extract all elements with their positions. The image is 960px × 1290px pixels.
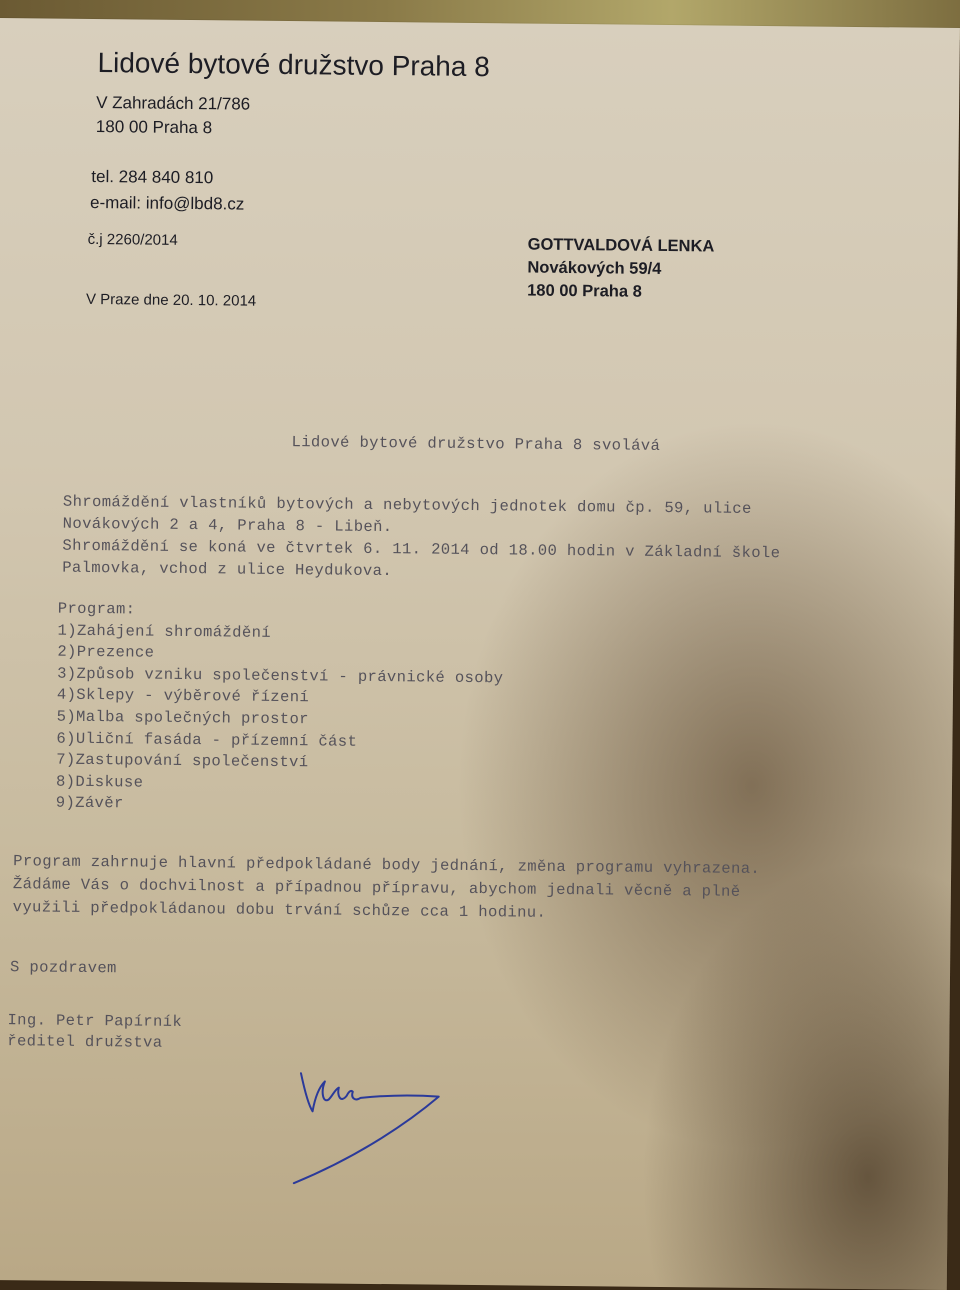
program-item: 2)Prezence (57, 642, 155, 662)
organization-city: 180 00 Praha 8 (95, 117, 213, 138)
letter-heading: Lidové bytové družstvo Praha 8 svolává (291, 433, 661, 455)
program-label: Program: (57, 599, 136, 619)
program-item: 8)Diskuse (55, 772, 144, 792)
program-item: 9)Závěr (55, 793, 124, 813)
organization-street: V Zahradách 21/786 (96, 93, 251, 114)
program-item: 7)Zastupování společenství (56, 750, 309, 772)
signer-block (7, 1010, 182, 1054)
recipient-street: Novákových 59/4 (527, 258, 662, 278)
recipient-name: GOTTVALDOVÁ LENKA (527, 235, 715, 256)
handwritten-signature (288, 1061, 459, 1193)
letter-page (0, 18, 960, 1290)
organization-phone: tel. 284 840 810 (91, 166, 214, 188)
program-item: 1)Zahájení shromáždění (57, 621, 272, 642)
closing-paragraph (13, 850, 761, 927)
program-item: 3)Způsob vzniku společenství - právnické osoby (57, 664, 504, 688)
reference-number: č.j 2260/2014 (87, 230, 178, 249)
meeting-announcement (62, 491, 781, 587)
announcement-line: Palmovka, vchod z ulice Heydukova. (62, 558, 393, 581)
announcement-line: Shromáždění vlastníků bytových a nebytových jednotek domu čp. 59, ulice (62, 492, 752, 518)
organization-email: e-mail: info@lbd8.cz (89, 192, 245, 214)
closing-line: Program zahrnuje hlavní předpokládané body jednání, změna programu vyhrazena. (13, 852, 761, 879)
letter-date: V Praze dne 20. 10. 2014 (85, 290, 257, 310)
signer-name: Ing. Petr Papírník (7, 1011, 183, 1031)
greeting: S pozdravem (9, 958, 117, 978)
closing-line: využili předpokládanou dobu trvání schůze cca 1 hodinu. (12, 898, 547, 922)
program-item: 6)Uliční fasáda - přízemní část (56, 729, 358, 751)
program-item: 4)Sklepy - výběrové řízení (56, 686, 310, 707)
program-item: 5)Malba společných prostor (56, 707, 310, 729)
organization-name: Lidové bytové družstvo Praha 8 (97, 47, 490, 83)
closing-line: Žádáme Vás o dochvilnost a případnou přípravu, abychom jednali věcně a plně (12, 875, 741, 901)
announcement-line: Shromáždění se koná ve čtvrtek 6. 11. 2014 od 18.00 hodin v Základní škole (62, 536, 781, 563)
recipient-address (527, 234, 714, 305)
program-list (56, 599, 505, 820)
signer-title: ředitel družstva (7, 1032, 163, 1052)
recipient-city: 180 00 Praha 8 (527, 281, 642, 301)
announcement-line: Novákových 2 a 4, Praha 8 - Libeň. (62, 514, 393, 537)
